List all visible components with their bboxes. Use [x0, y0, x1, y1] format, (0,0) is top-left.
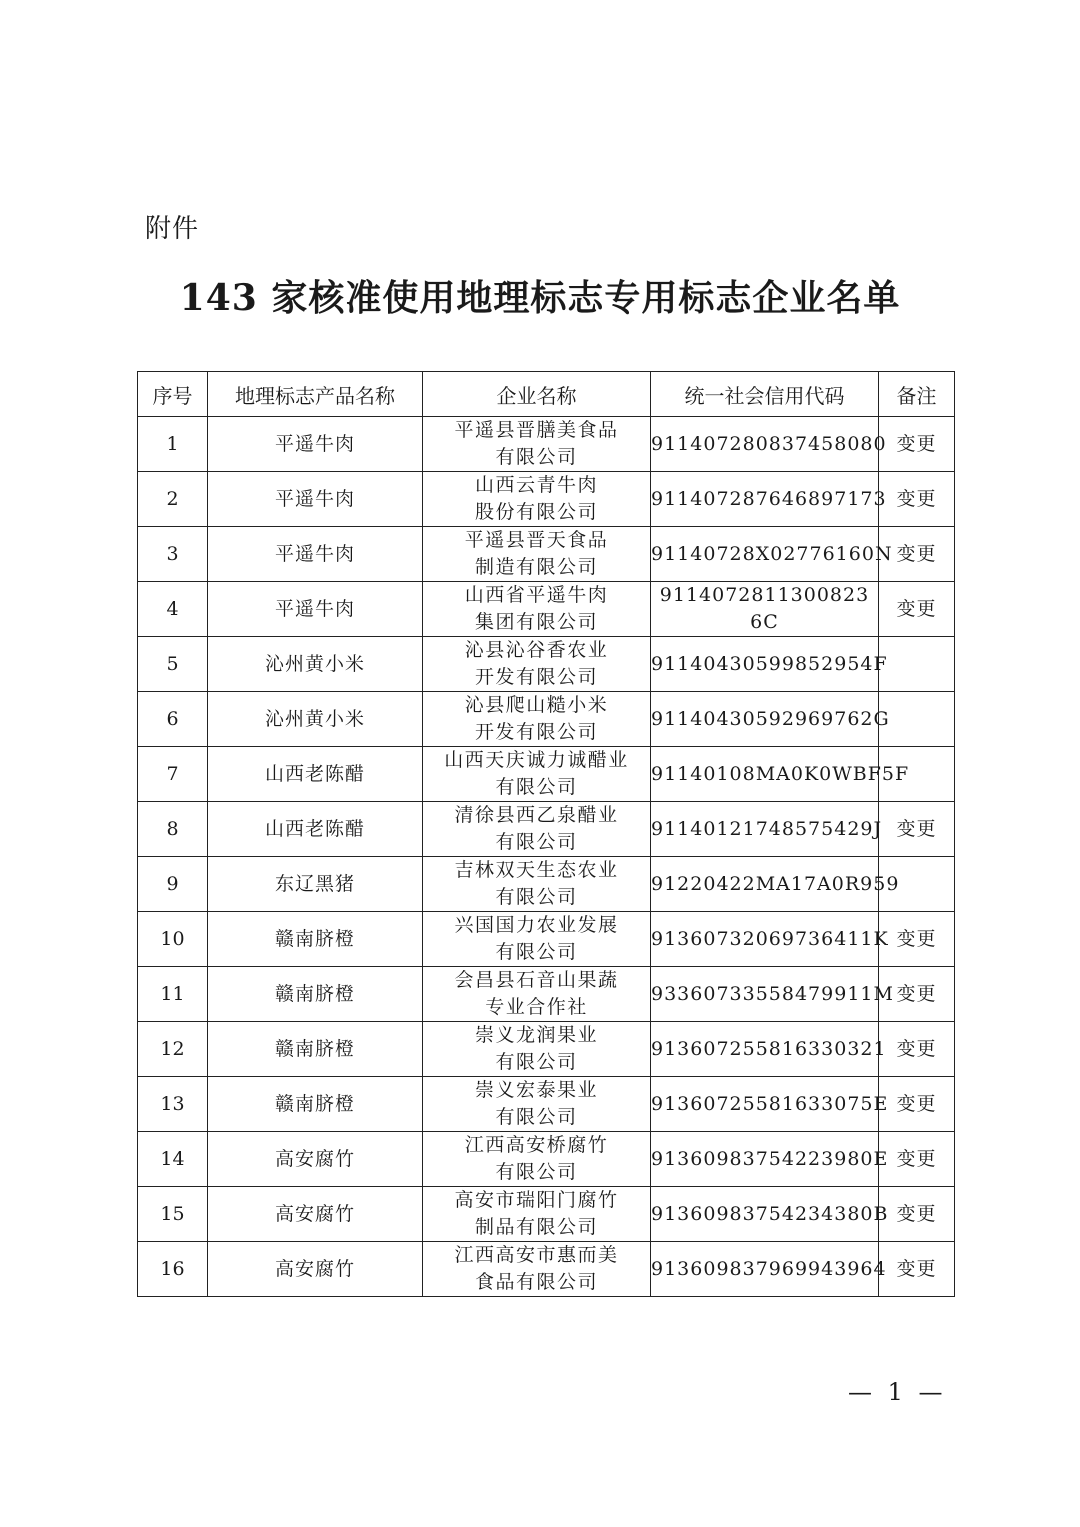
company-name — [423, 912, 651, 967]
company-name-line-1: 平遥县晋膳美食品 — [454, 419, 619, 441]
credit-code: 91140121748575429J — [651, 802, 879, 857]
company-name-line-1: 山西天庆诚力诚醋业 — [444, 749, 629, 771]
product-name: 山西老陈醋 — [208, 747, 423, 802]
company-name-line-2: 专业合作社 — [485, 996, 588, 1018]
company-name-line-1: 高安市瑞阳门腐竹 — [454, 1189, 619, 1211]
company-name — [423, 1077, 651, 1132]
row-index: 5 — [138, 637, 208, 692]
table-row — [138, 472, 955, 527]
company-name — [423, 967, 651, 1022]
company-name — [423, 747, 651, 802]
credit-code: 91360983754234380B — [651, 1187, 879, 1242]
company-name-line-1: 清徐县西乙泉醋业 — [454, 804, 619, 826]
company-name-line-1: 江西高安桥腐竹 — [464, 1134, 609, 1156]
credit-code: 91140430592969762G — [651, 692, 879, 747]
remark — [879, 637, 955, 692]
company-name-line-2: 集团有限公司 — [474, 611, 598, 633]
product-name: 赣南脐橙 — [208, 1022, 423, 1077]
company-name — [423, 1022, 651, 1077]
company-name-line-1: 山西云青牛肉 — [474, 474, 598, 496]
company-name — [423, 1187, 651, 1242]
row-index: 15 — [138, 1187, 208, 1242]
row-index: 7 — [138, 747, 208, 802]
credit-code: 91140430599852954F — [651, 637, 879, 692]
company-name-line-1: 吉林双天生态农业 — [454, 859, 619, 881]
row-index: 16 — [138, 1242, 208, 1297]
company-name-line-1: 平遥县晋天食品 — [464, 529, 609, 551]
remark: 变更 — [879, 1132, 955, 1187]
table-row — [138, 802, 955, 857]
credit-code: 91140728X02776160N — [651, 527, 879, 582]
credit-code: 91360983754223980E — [651, 1132, 879, 1187]
company-name-line-2: 有限公司 — [495, 1161, 578, 1183]
enterprise-list-table — [137, 371, 955, 1297]
credit-code: 911407287646897173 — [651, 472, 879, 527]
remark: 变更 — [879, 1242, 955, 1297]
product-name: 赣南脐橙 — [208, 912, 423, 967]
company-name-line-1: 沁县爬山糙小米 — [464, 694, 609, 716]
row-index: 4 — [138, 582, 208, 637]
product-name: 高安腐竹 — [208, 1132, 423, 1187]
company-name-line-2: 开发有限公司 — [474, 721, 598, 743]
company-name-line-2: 有限公司 — [495, 886, 578, 908]
remark: 变更 — [879, 582, 955, 637]
row-index: 13 — [138, 1077, 208, 1132]
credit-code: 913609837969943964 — [651, 1242, 879, 1297]
company-name — [423, 582, 651, 637]
table-row — [138, 747, 955, 802]
column-header-credit-code: 统一社会信用代码 — [651, 372, 879, 417]
company-name-line-2: 制品有限公司 — [474, 1216, 598, 1238]
row-index: 11 — [138, 967, 208, 1022]
credit-code: 93360733558479911M — [651, 967, 879, 1022]
product-name: 高安腐竹 — [208, 1187, 423, 1242]
remark: 变更 — [879, 417, 955, 472]
table-row — [138, 1077, 955, 1132]
row-index: 1 — [138, 417, 208, 472]
remark: 变更 — [879, 1187, 955, 1242]
table-row — [138, 527, 955, 582]
company-name-line-1: 崇义龙润果业 — [474, 1024, 598, 1046]
product-name: 平遥牛肉 — [208, 582, 423, 637]
company-name-line-2: 制造有限公司 — [474, 556, 598, 578]
table-header-row — [138, 372, 955, 417]
company-name-line-2: 食品有限公司 — [474, 1271, 598, 1293]
company-name-line-1: 崇义宏泰果业 — [474, 1079, 598, 1101]
column-header-company: 企业名称 — [423, 372, 651, 417]
product-name: 赣南脐橙 — [208, 1077, 423, 1132]
remark: 变更 — [879, 1022, 955, 1077]
company-name-line-1: 兴国国力农业发展 — [454, 914, 619, 936]
remark: 变更 — [879, 967, 955, 1022]
table-row — [138, 967, 955, 1022]
company-name-line-2: 股份有限公司 — [474, 501, 598, 523]
company-name-line-2: 有限公司 — [495, 1051, 578, 1073]
credit-code: 9114072811300823 6C — [651, 582, 879, 637]
product-name: 赣南脐橙 — [208, 967, 423, 1022]
row-index: 12 — [138, 1022, 208, 1077]
table-row — [138, 1242, 955, 1297]
row-index: 14 — [138, 1132, 208, 1187]
company-name — [423, 857, 651, 912]
column-header-index: 序号 — [138, 372, 208, 417]
credit-code: 91360725581633075E — [651, 1077, 879, 1132]
table-row — [138, 857, 955, 912]
product-name: 沁州黄小米 — [208, 692, 423, 747]
credit-code: 911407280837458080 — [651, 417, 879, 472]
product-name: 沁州黄小米 — [208, 637, 423, 692]
credit-code: 91140108MA0K0WBF5F — [651, 747, 879, 802]
company-name — [423, 802, 651, 857]
column-header-product: 地理标志产品名称 — [208, 372, 423, 417]
product-name: 平遥牛肉 — [208, 417, 423, 472]
credit-code: 91220422MA17A0R959 — [651, 857, 879, 912]
company-name-line-2: 有限公司 — [495, 831, 578, 853]
company-name — [423, 1132, 651, 1187]
credit-code: 91360732069736411K — [651, 912, 879, 967]
company-name — [423, 637, 651, 692]
table-row — [138, 1187, 955, 1242]
row-index: 9 — [138, 857, 208, 912]
remark: 变更 — [879, 802, 955, 857]
product-name: 山西老陈醋 — [208, 802, 423, 857]
remark: 变更 — [879, 472, 955, 527]
row-index: 2 — [138, 472, 208, 527]
company-name-line-2: 有限公司 — [495, 446, 578, 468]
row-index: 6 — [138, 692, 208, 747]
product-name: 东辽黑猪 — [208, 857, 423, 912]
product-name: 平遥牛肉 — [208, 472, 423, 527]
remark: 变更 — [879, 912, 955, 967]
company-name-line-1: 会昌县石音山果蔬 — [454, 969, 619, 991]
table-row — [138, 1022, 955, 1077]
row-index: 10 — [138, 912, 208, 967]
company-name — [423, 1242, 651, 1297]
table-row — [138, 637, 955, 692]
row-index: 3 — [138, 527, 208, 582]
document-title: 143 家核准使用地理标志专用标志企业名单 — [179, 277, 901, 319]
company-name-line-1: 沁县沁谷香农业 — [464, 639, 609, 661]
company-name — [423, 417, 651, 472]
company-name — [423, 692, 651, 747]
remark — [879, 692, 955, 747]
company-name-line-2: 有限公司 — [495, 941, 578, 963]
attachment-label: 附件 — [145, 214, 200, 244]
credit-code: 913607255816330321 — [651, 1022, 879, 1077]
company-name — [423, 472, 651, 527]
table-row — [138, 692, 955, 747]
page-number: — 1 — — [848, 1378, 947, 1406]
company-name-line-1: 山西省平遥牛肉 — [464, 584, 609, 606]
remark: 变更 — [879, 1077, 955, 1132]
company-name — [423, 527, 651, 582]
row-index: 8 — [138, 802, 208, 857]
company-name-line-1: 江西高安市惠而美 — [454, 1244, 619, 1266]
table-row — [138, 582, 955, 637]
company-name-line-2: 开发有限公司 — [474, 666, 598, 688]
table-row — [138, 1132, 955, 1187]
table-row — [138, 912, 955, 967]
product-name: 高安腐竹 — [208, 1242, 423, 1297]
table-body — [138, 417, 955, 1297]
remark: 变更 — [879, 527, 955, 582]
company-name-line-2: 有限公司 — [495, 1106, 578, 1128]
column-header-remark: 备注 — [879, 372, 955, 417]
product-name: 平遥牛肉 — [208, 527, 423, 582]
company-name-line-2: 有限公司 — [495, 776, 578, 798]
table-row — [138, 417, 955, 472]
